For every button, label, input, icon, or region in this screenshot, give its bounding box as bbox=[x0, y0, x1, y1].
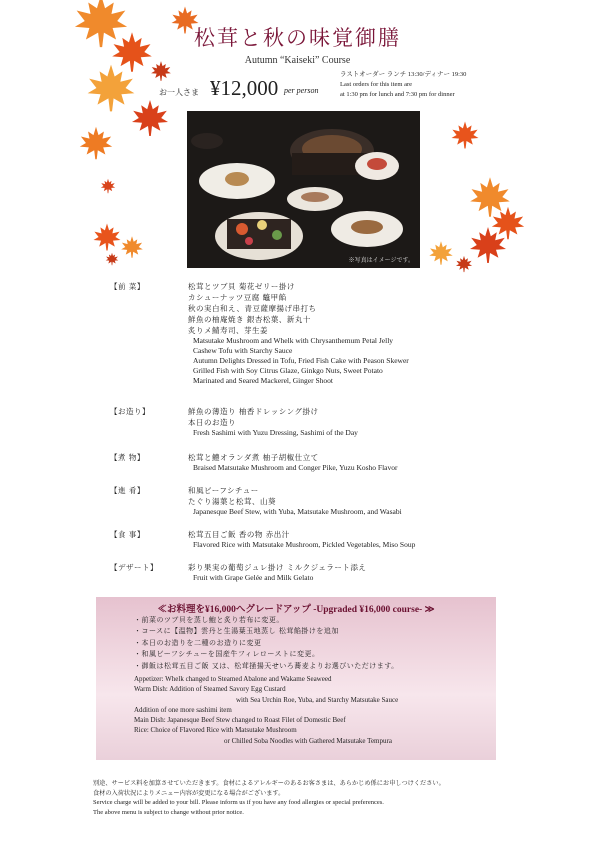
footer-notes bbox=[93, 779, 513, 818]
course-item-ja: 炙りメ鯖寿司、芽生姜 bbox=[188, 326, 268, 335]
maple-leaf-icon bbox=[105, 252, 119, 266]
price-unit: per person bbox=[284, 86, 319, 95]
course-item-ja: 秋の実白和え、青豆薩摩揚げ串打ち bbox=[188, 304, 317, 313]
maple-leaf-icon bbox=[100, 178, 116, 194]
course-item-ja: 鮮魚の柚庵焼き 銀杏松葉、新丸十 bbox=[188, 315, 311, 324]
price-value: ¥12,000 bbox=[210, 76, 279, 100]
upgrade-course-box bbox=[96, 597, 496, 760]
course-label: 【お造り】 bbox=[110, 407, 150, 416]
course-label: 【進 肴】 bbox=[110, 486, 145, 495]
upgrade-item-ja: ・コースに【温物】雲丹と生湯葉玉地蒸し 松茸餡掛けを追加 bbox=[134, 627, 339, 636]
course-item-en: Japanesque Beef Stew, with Yuba, Matsutake Mushroom, and Wasabi bbox=[193, 507, 402, 516]
upgrade-item-ja: ・前菜のツブ貝を蒸し鮑と炙り若布に変更。 bbox=[134, 616, 284, 624]
course-item-en: Braised Matsutake Mushroom and Conger Pike, Yuzu Kosho Flavor bbox=[193, 463, 398, 472]
course-label: 【前 菜】 bbox=[110, 282, 145, 291]
maple-leaf-icon bbox=[455, 255, 473, 273]
course-body bbox=[188, 562, 518, 583]
footer-note-ja: 食材の入荷状況によりメニュー内容が変更になる場合がございます。 bbox=[93, 789, 285, 797]
upgrade-item-ja: ・御飯は松茸五目ご飯 又は、松茸掻揚天せいろ蕎麦よりお選びいただけます。 bbox=[134, 661, 399, 670]
upgrade-item-ja: ・和風ビーフシチューを国産牛フィレローストに変更。 bbox=[134, 650, 320, 659]
price-label: お一人さま bbox=[159, 88, 199, 97]
upgrade-list-en bbox=[134, 674, 494, 746]
photo-note: ※写真はイメージです。 bbox=[348, 257, 414, 264]
course-item-en: Matsutake Mushroom and Whelk with Chrysanthemum Petal Jelly bbox=[193, 336, 394, 345]
course-item-ja: 鮮魚の薄造り 柚香ドレッシング掛け bbox=[188, 407, 319, 416]
course-label: 【デザート】 bbox=[110, 563, 158, 572]
course-item-ja: カシューナッツ豆腐 鼈甲餡 bbox=[188, 293, 287, 302]
course-item-ja: 和風ビーフシチュー bbox=[188, 486, 259, 495]
upgrade-item-en: Appetizer: Whelk changed to Steamed Abalone and Wakame Seaweed bbox=[134, 675, 332, 683]
maple-leaf-icon bbox=[450, 120, 480, 150]
footer-note-en: The above menu is subject to change without prior notice. bbox=[93, 809, 244, 816]
last-order-line: Last orders for this item are bbox=[340, 81, 413, 88]
food-photo bbox=[187, 111, 420, 268]
upgrade-item-en: Addition of one more sashimi item bbox=[134, 705, 232, 714]
upgrade-item-en: Warm Dish: Addition of Steamed Savory Egg Custard bbox=[134, 685, 286, 694]
menu-title-japanese: 松茸と秋の味覚御膳 bbox=[194, 26, 401, 50]
last-order-line: ラストオーダー ランチ 13:30/ディナー 19:30 bbox=[340, 71, 467, 78]
last-order-line: at 1:30 pm for lunch and 7:30 pm for dinner bbox=[340, 91, 455, 98]
upgrade-item-ja: ・本日のお造りを二種のお造りに変更 bbox=[134, 638, 262, 647]
course-item-en: Grilled Fish with Soy Citrus Glaze, Ginkgo Nuts, Sweet Potato bbox=[193, 366, 383, 375]
course-item-en: Autumn Delights Dressed in Tofu, Fried Fish Cake with Peason Skewer bbox=[193, 356, 409, 365]
maple-leaf-icon bbox=[78, 125, 114, 161]
course-body bbox=[188, 529, 518, 550]
footer-note-ja: 別途、サービス料を加算させていただきます。食材によるアレルギーのあるお客さまは、あらかじめ係にお申しつけください。 bbox=[93, 780, 445, 787]
course-item-en: Marinated and Seared Mackerel, Ginger Shoot bbox=[193, 376, 333, 385]
upgrade-title: ≪お料理を¥16,000へグレードアップ -Upgraded ¥16,000 course- ≫ bbox=[157, 605, 435, 615]
course-item-en: Flavored Rice with Matsutake Mushroom, Pickled Vegetables, Miso Soup bbox=[193, 540, 416, 549]
course-item-ja: 彩り果実の葡萄ジュレ掛け ミルクジェラート添え bbox=[188, 563, 367, 572]
course-item-ja: 松茸とツブ貝 菊花ゼリー掛け bbox=[188, 282, 295, 291]
course-label: 【煮 物】 bbox=[110, 453, 145, 462]
course-item-ja: 松茸五目ご飯 香の物 赤出汁 bbox=[188, 530, 290, 539]
footer-note-en: Service charge will be added to your bill. Please inform us if you have any food allergies or special preferences. bbox=[93, 799, 384, 806]
course-item-ja: 本日のお造り bbox=[188, 418, 236, 427]
upgrade-item-en: or Chilled Soba Noodles with Gathered Matsutake Tempura bbox=[224, 736, 392, 745]
course-label: 【食 事】 bbox=[110, 530, 145, 539]
maple-leaf-icon bbox=[92, 222, 122, 252]
upgrade-item-en: Rice: Choice of Flavored Rice with Matsutake Mushroom bbox=[134, 726, 297, 735]
course-item-en: Cashew Tofu with Starchy Sauce bbox=[193, 346, 293, 355]
last-order-info bbox=[340, 70, 466, 100]
course-body bbox=[188, 406, 518, 438]
maple-leaf-icon bbox=[428, 240, 454, 266]
course-item-ja: 松茸と鱧オランダ煮 柚子胡椒仕立て bbox=[188, 453, 319, 462]
maple-leaf-icon bbox=[468, 225, 508, 265]
kaiseki-dishes-illustration bbox=[187, 111, 420, 268]
maple-leaf-icon bbox=[120, 235, 144, 259]
menu-title-english: Autumn “Kaiseki” Course bbox=[244, 55, 351, 66]
course-item-en: Fresh Sashimi with Yuzu Dressing, Sashimi of the Day bbox=[193, 428, 358, 437]
course-body bbox=[188, 452, 518, 473]
maple-leaf-icon bbox=[130, 98, 170, 138]
course-item-ja: たぐり湯葉と松茸、山葵 bbox=[188, 497, 276, 506]
course-item-en: Fruit with Grape Gelée and Milk Gelato bbox=[193, 573, 314, 582]
course-body bbox=[188, 485, 518, 517]
upgrade-item-en: Main Dish: Japanesque Beef Stew changed to Roast Filet of Domestic Beef bbox=[134, 716, 346, 725]
course-body bbox=[188, 281, 518, 386]
upgrade-item-en: with Sea Urchin Roe, Yuba, and Starchy Matsutake Sauce bbox=[236, 695, 399, 704]
upgrade-list-ja bbox=[134, 615, 399, 672]
